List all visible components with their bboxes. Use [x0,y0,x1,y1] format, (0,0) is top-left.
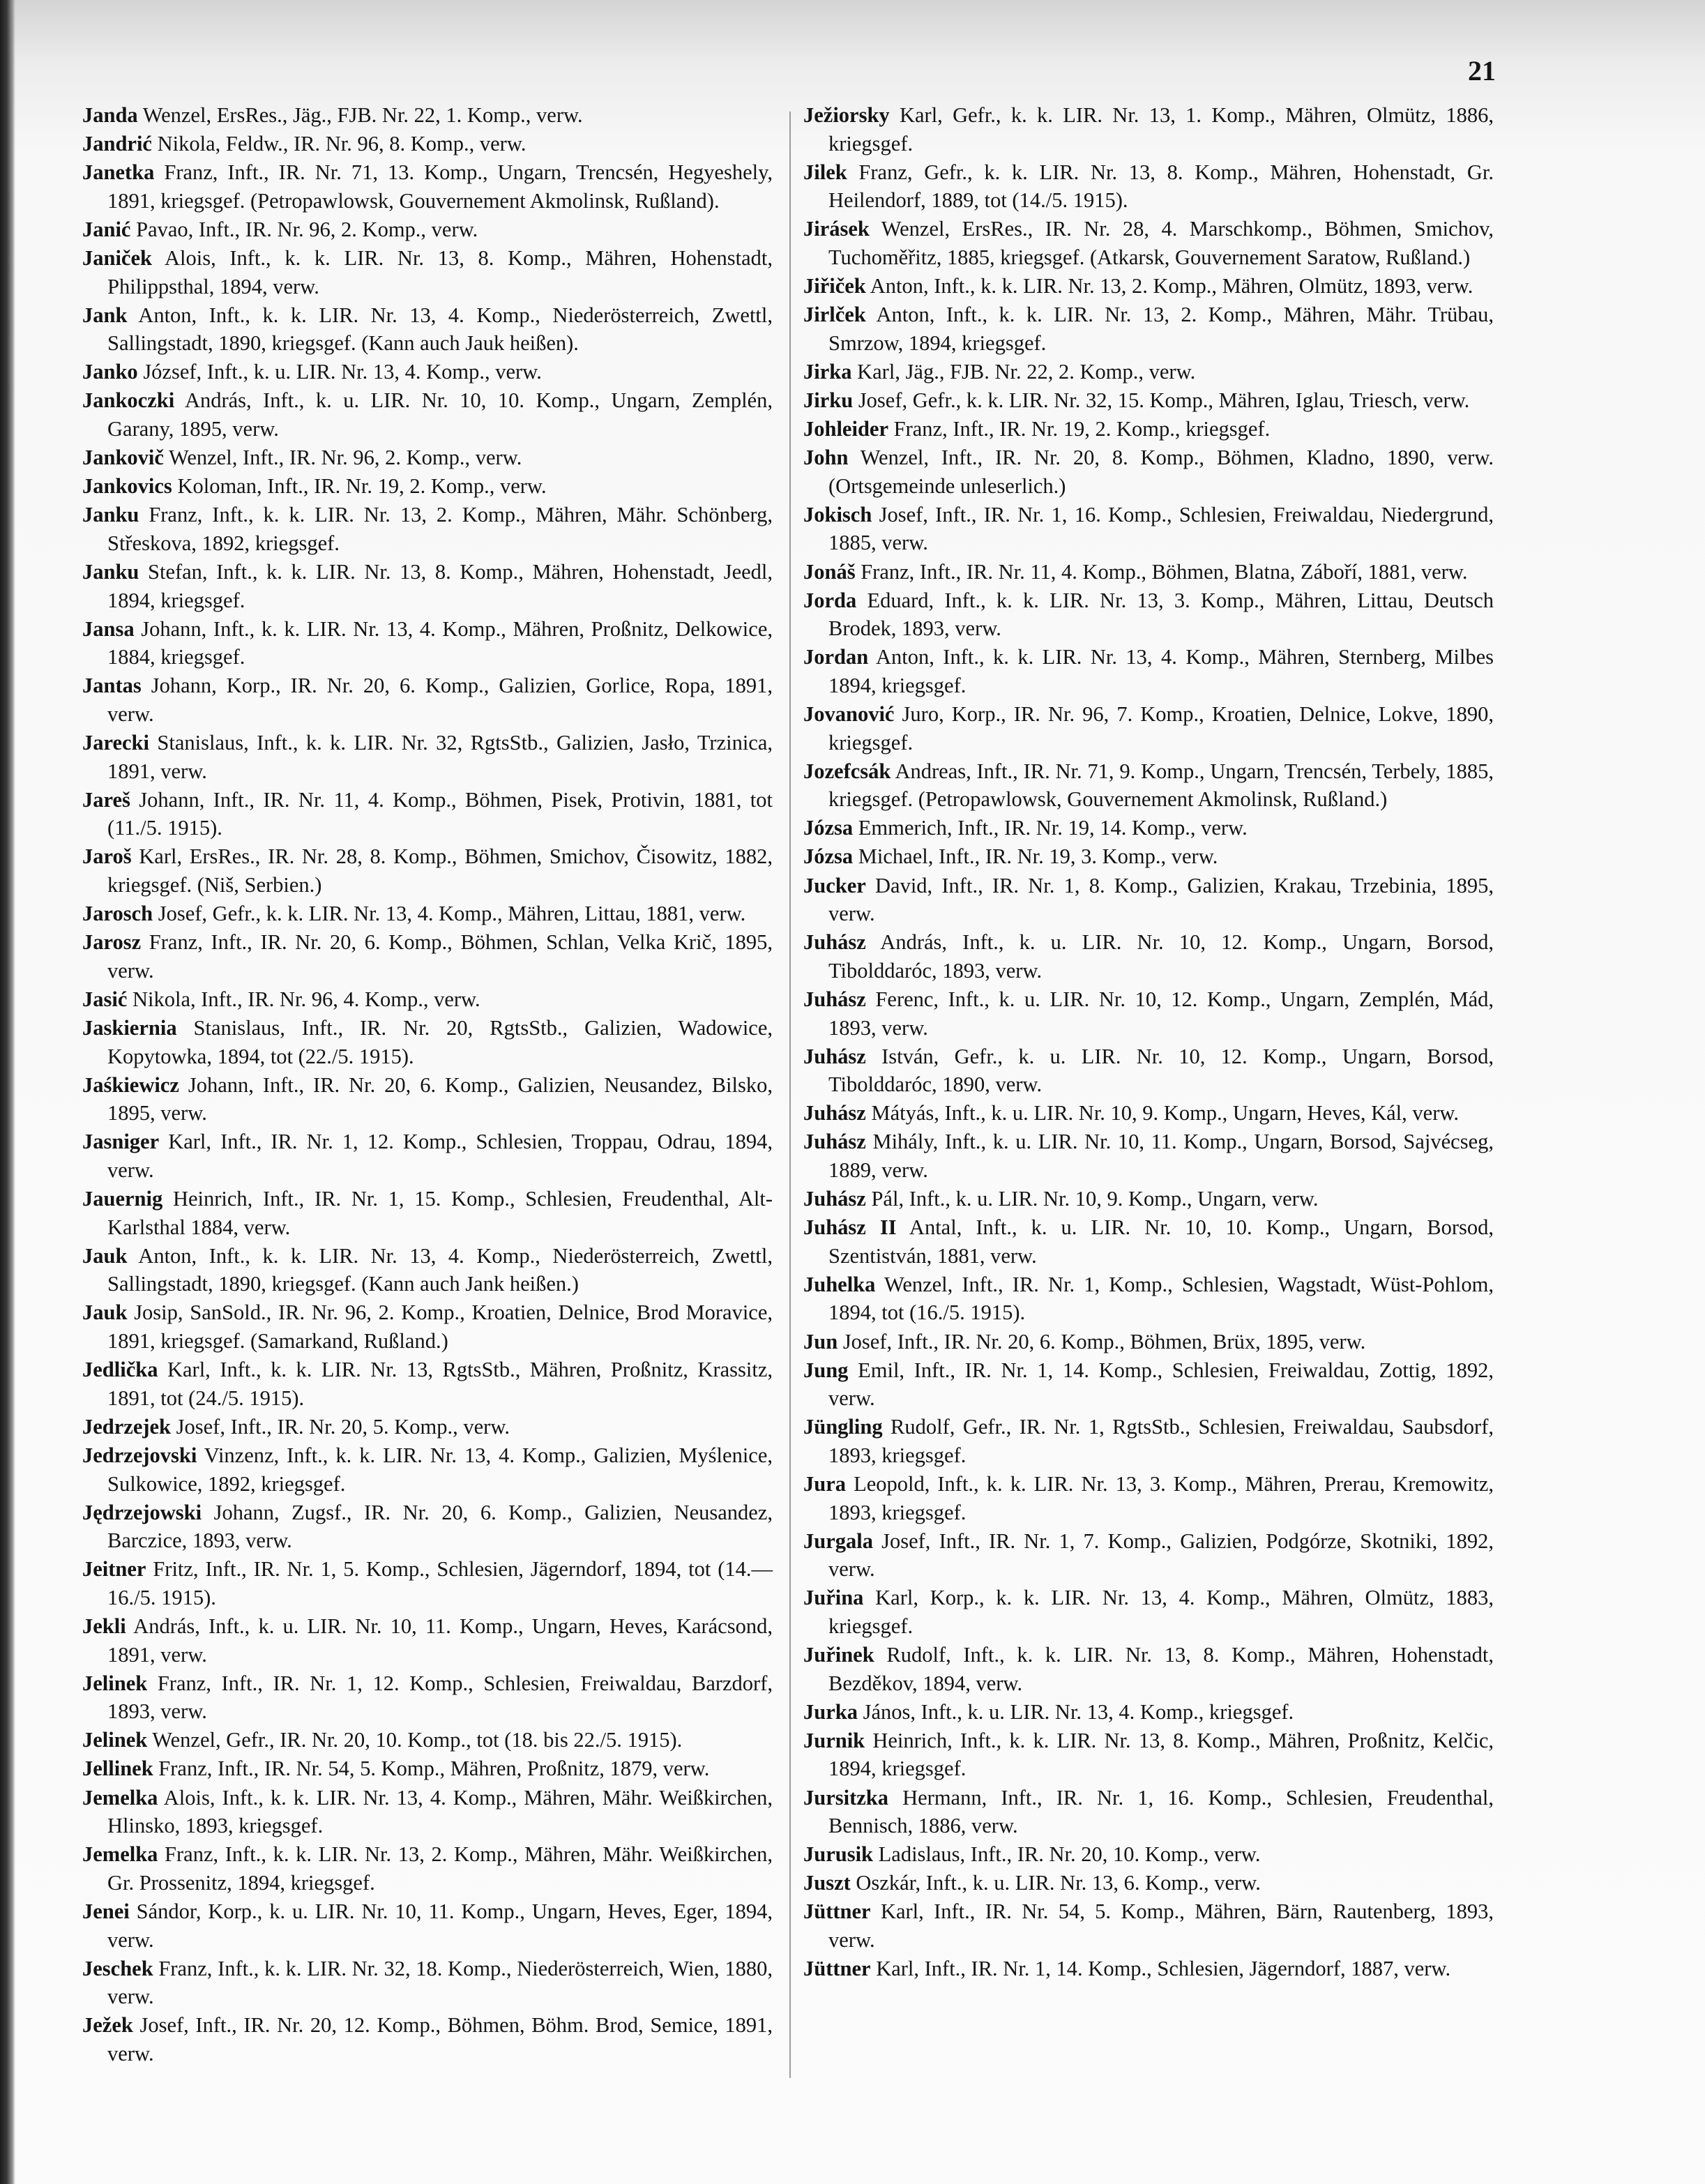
entry-details: Emil, Inft., IR. Nr. 1, 14. Komp., Schlesien, Freiwaldau, Zottig, 1892, verw. [828,1358,1494,1411]
entry-details: Anton, Inft., k. k. LIR. Nr. 13, 2. Komp., Mähren, Mähr. Trübau, Smrzow, 1894, kriegsgef. [828,303,1494,355]
entry-details: Stanislaus, Inft., IR. Nr. 20, RgtsStb., Galizien, Wadowice, Kopytowka, 1894, tot (22./5. 1915). [107,1016,773,1068]
roster-entry [82,301,773,358]
entry-details: Josef, Inft., IR. Nr. 20, 12. Komp., Böhmen, Böhm. Brod, Semice, 1891, verw. [107,2013,773,2065]
roster-entry [803,443,1494,500]
surname: Juhász II [803,1215,897,1240]
roster-entry [803,586,1494,643]
entry-details: Heinrich, Inft., IR. Nr. 1, 15. Komp., Schlesien, Freudenthal, Alt-Karlsthal 1884, verw. [107,1187,773,1239]
roster-entry [803,643,1494,699]
surname: Jauk [82,1243,128,1268]
roster-entry [803,1099,1494,1128]
roster-entry [82,2011,773,2068]
roster-entry [803,215,1494,271]
surname: Jankovics [82,474,172,499]
roster-entry [82,1726,773,1754]
entry-details: Mihály, Inft., k. u. LIR. Nr. 10, 11. Komp., Ungarn, Borsod, Sajvécseg, 1889, verw. [828,1130,1494,1182]
surname: Jantas [82,674,142,698]
roster-entry [82,130,773,158]
surname: Jellinek [82,1757,153,1781]
entry-details: Johann, Inft., k. k. LIR. Nr. 13, 4. Komp., Mähren, Proßnitz, Delkowice, 1884, kriegsgef. [107,616,773,669]
surname: Juhász [803,1101,866,1125]
surname: Juřinek [803,1643,874,1667]
entry-details: Antal, Inft., k. u. LIR. Nr. 10, 10. Komp., Ungarn, Borsod, Szentistván, 1881, verw. [828,1215,1494,1268]
roster-entry [803,1470,1494,1526]
surname: Juhász [803,987,866,1011]
roster-entry [82,729,773,785]
surname: Jankoczki [82,388,175,413]
entry-details: József, Inft., k. u. LIR. Nr. 13, 4. Komp., verw. [137,360,542,384]
surname: Jirka [803,359,852,384]
roster-entry [82,1441,773,1498]
roster-entry [803,1128,1494,1184]
entry-details: Nikola, Feldw., IR. Nr. 96, 8. Komp., verw. [151,132,526,156]
roster-entry [803,814,1494,842]
entry-details: Eduard, Inft., k. k. LIR. Nr. 13, 3. Komp., Mähren, Littau, Deutsch Brodek, 1893, verw. [828,588,1494,641]
surname: Jareš [82,787,130,812]
surname: Jun [803,1329,838,1353]
surname: Jirásek [803,217,870,241]
roster-entry [803,158,1494,215]
entry-details: Franz, Inft., k. k. LIR. Nr. 32, 18. Komp., Niederösterreich, Wien, 1880, verw. [107,1956,773,2009]
roster-entry [82,558,773,614]
surname: Jank [82,303,128,327]
entry-details: David, Inft., IR. Nr. 1, 8. Komp., Galizien, Krakau, Trzebinia, 1895, verw. [828,873,1494,926]
surname: Jarosch [82,902,153,926]
surname: Juhász [803,1187,866,1211]
roster-entry [82,1897,773,1954]
roster-entry [803,1185,1494,1213]
surname: Jurgala [803,1529,873,1553]
roster-entry [803,1271,1494,1327]
entry-details: Karl, Jäg., FJB. Nr. 22, 2. Komp., verw. [851,359,1196,384]
roster-entry [803,358,1494,386]
entry-details: Josef, Gefr., k. k. LIR. Nr. 32, 15. Komp., Mähren, Iglau, Triesch, verw. [853,388,1470,412]
roster-entry [803,558,1494,586]
entry-details: Ferenc, Inft., k. u. LIR. Nr. 10, 12. Komp., Ungarn, Zemplén, Mád, 1893, verw. [828,987,1494,1040]
entry-details: Anton, Inft., k. k. LIR. Nr. 13, 4. Komp., Niederösterreich, Zwettl, Sallingstadt, 1890, kriegsgef. (Kann auch Jank heißen.) [107,1243,773,1296]
entry-details: Josef, Inft., IR. Nr. 20, 5. Komp., verw. [171,1414,510,1439]
surname: Jemelka [82,1785,158,1810]
surname: Janku [82,560,139,584]
entry-details: János, Inft., k. u. LIR. Nr. 13, 4. Komp., kriegsgef. [857,1699,1294,1724]
surname: Jasić [82,987,128,1011]
roster-entry [82,1413,773,1441]
entry-details: Alois, Inft., k. k. LIR. Nr. 13, 4. Komp., Mähren, Mähr. Weißkirchen, Hlinsko, 1893, kriegsgef. [107,1785,773,1838]
entry-details: András, Inft., k. u. LIR. Nr. 10, 10. Komp., Ungarn, Zemplén, Garany, 1895, verw. [107,388,773,441]
roster-entry [82,1242,773,1298]
roster-entry [82,1128,773,1184]
entry-details: Karl, Inft., k. k. LIR. Nr. 13, RgtsStb., Mähren, Proßnitz, Krassitz, 1891, tot (24./5. 1915). [107,1358,773,1410]
surname: Jauernig [82,1187,163,1211]
roster-entry [803,1727,1494,1783]
roster-entry [82,1784,773,1840]
entry-details: Josef, Inft., IR. Nr. 1, 7. Komp., Galizien, Podgórze, Skotniki, 1892, verw. [828,1529,1494,1582]
entry-details: Rudolf, Gefr., IR. Nr. 1, RgtsStb., Schlesien, Freiwaldau, Saubsdorf, 1893, kriegsgef. [828,1415,1494,1467]
surname: Jozefcsák [803,759,891,783]
roster-entry [803,1784,1494,1840]
entry-details: Karl, Korp., k. k. LIR. Nr. 13, 4. Komp., Mähren, Olmütz, 1883, kriegsgef. [828,1586,1494,1638]
surname: Janku [82,503,139,527]
surname: Jedrzejek [82,1414,172,1439]
roster-entry [82,358,773,386]
surname: Jenei [82,1899,130,1923]
surname: Jursitzka [803,1785,888,1810]
roster-entry [803,301,1494,357]
entry-details: Emmerich, Inft., IR. Nr. 19, 14. Komp., verw. [853,816,1248,840]
surname: Jovanović [803,702,895,726]
roster-entry [803,1584,1494,1640]
entry-details: Wenzel, ErsRes., IR. Nr. 28, 4. Marschkomp., Böhmen, Smichov, Tuchoměřitz, 1885, kriegsgef. (Atkarsk, Gouvernement Saratow, Rußland.) [828,217,1494,269]
surname: Jandrić [82,132,152,156]
entry-details: Johann, Korp., IR. Nr. 20, 6. Komp., Galizien, Gorlice, Ropa, 1891, verw. [107,674,773,726]
roster-entry [82,1555,773,1612]
surname: Jonáš [803,559,856,584]
entry-details: Johann, Inft., IR. Nr. 11, 4. Komp., Böhmen, Pisek, Protivin, 1881, tot (11./5. 1915). [107,787,773,840]
entry-details: Oszkár, Inft., k. u. LIR. Nr. 13, 6. Komp., verw. [850,1871,1261,1895]
roster-entry [82,1499,773,1555]
surname: Jurka [803,1699,858,1724]
roster-entry [803,1698,1494,1727]
surname: Jankovič [82,446,164,470]
roster-entry [82,215,773,244]
surname: Janko [82,360,138,384]
surname: Janda [82,103,138,127]
entry-details: Franz, Inft., IR. Nr. 1, 12. Komp., Schlesien, Freiwaldau, Barzdorf, 1893, verw. [107,1671,773,1724]
roster-entry [803,501,1494,557]
entry-details: Juro, Korp., IR. Nr. 96, 7. Komp., Kroatien, Delnice, Lokve, 1890, kriegsgef. [828,702,1494,754]
column-divider [789,112,791,2078]
roster-entry [803,272,1494,301]
surname: Jordan [803,645,869,669]
roster-entry [82,672,773,728]
surname: Józsa [803,844,854,869]
entry-details: Karl, Inft., IR. Nr. 54, 5. Komp., Mähren, Bärn, Rautenberg, 1893, verw. [828,1899,1494,1952]
entry-details: Heinrich, Inft., k. k. LIR. Nr. 13, 8. Komp., Mähren, Proßnitz, Kelčic, 1894, kriegsgef. [828,1728,1494,1781]
surname: Jeitner [82,1557,146,1582]
entry-details: Leopold, Inft., k. k. LIR. Nr. 13, 3. Komp., Mähren, Prerau, Kremowitz, 1893, kriegsgef. [828,1472,1494,1524]
roster-entry [803,985,1494,1042]
surname: Jedlička [82,1358,158,1382]
surname: Jansa [82,616,135,641]
entry-details: Franz, Inft., IR. Nr. 19, 2. Komp., kriegsgef. [888,417,1271,441]
entry-details: Franz, Inft., IR. Nr. 54, 5. Komp., Mähren, Proßnitz, 1879, verw. [153,1757,710,1781]
roster-entry [803,1356,1494,1413]
surname: Juhelka [803,1272,876,1296]
page-number: 21 [1468,55,1496,86]
roster-entry [82,615,773,672]
roster-entry [803,1869,1494,1897]
roster-entry [803,1641,1494,1697]
entry-details: Sándor, Korp., k. u. LIR. Nr. 10, 11. Komp., Ungarn, Heves, Eger, 1894, verw. [107,1899,773,1952]
entry-details: Stefan, Inft., k. k. LIR. Nr. 13, 8. Komp., Mähren, Hohenstadt, Jeedl, 1894, kriegsgef. [107,560,773,612]
entry-details: András, Inft., k. u. LIR. Nr. 10, 12. Komp., Ungarn, Borsod, Tibolddaróc, 1893, verw. [828,930,1494,983]
entry-details: Pavao, Inft., IR. Nr. 96, 2. Komp., verw. [130,217,478,241]
roster-entry [803,700,1494,757]
entry-details: Vinzenz, Inft., k. k. LIR. Nr. 13, 4. Komp., Galizien, Myślenice, Sulkowice, 1892, kriegsgef. [107,1443,773,1496]
roster-entry [803,1955,1494,1983]
surname: Janić [82,217,131,241]
roster-entry [803,1328,1494,1356]
surname: Jelinek [82,1728,148,1752]
roster-entry [82,386,773,443]
surname: Jemelka [82,1842,158,1867]
roster-entry [803,101,1494,158]
roster-entry [803,1042,1494,1099]
surname: Jorda [803,588,857,612]
scan-edge-shadow [0,0,15,2184]
entry-details: István, Gefr., k. u. LIR. Nr. 10, 12. Komp., Ungarn, Borsod, Tibolddaróc, 1890, verw. [828,1044,1494,1097]
entry-details: Wenzel, Inft., IR. Nr. 1, Komp., Schlesien, Wagstadt, Wüst-Pohlom, 1894, tot (16./5. 1915). [828,1272,1494,1325]
roster-entry [803,1413,1494,1469]
roster-entry [82,244,773,301]
entry-details: Franz, Inft., IR. Nr. 11, 4. Komp., Böhmen, Blatna, Záboří, 1881, verw. [855,559,1468,584]
surname: Jüttner [803,1899,871,1924]
entry-details: Andreas, Inft., IR. Nr. 71, 9. Komp., Ungarn, Trencsén, Terbely, 1885, kriegsgef. (Petropawlowsk, Gouvernement Akmolinsk, Rußland.) [828,759,1494,812]
surname: Jilek [803,160,847,184]
surname: Jirlček [803,303,866,327]
entry-details: Hermann, Inft., IR. Nr. 1, 16. Komp., Schlesien, Freudenthal, Bennisch, 1886, verw. [828,1785,1494,1838]
roster-entry [803,1213,1494,1270]
entry-details: Anton, Inft., k. k. LIR. Nr. 13, 4. Komp., Mähren, Sternberg, Milbes 1894, kriegsgef. [828,645,1494,697]
surname: Jaskiernia [82,1016,177,1040]
entry-details: Karl, Gefr., k. k. LIR. Nr. 13, 1. Komp., Mähren, Olmütz, 1886, kriegsgef. [828,103,1494,156]
roster-entry [82,158,773,215]
surname: Jekli [82,1614,126,1638]
entry-details: Mátyás, Inft., k. u. LIR. Nr. 10, 9. Komp., Ungarn, Heves, Kál, verw. [865,1101,1460,1125]
roster-entry [82,1840,773,1897]
surname: Jedrzejovski [82,1443,197,1467]
surname: Jura [803,1472,846,1496]
entry-details: Johann, Inft., IR. Nr. 20, 6. Komp., Galizien, Neusandez, Bilsko, 1895, verw. [107,1072,773,1125]
surname: Jokisch [803,502,872,526]
roster-entry [803,757,1494,814]
surname: Józsa [803,816,854,840]
roster-entry [82,1071,773,1128]
roster-entry [82,1669,773,1726]
roster-entry [803,872,1494,928]
entry-details: Fritz, Inft., IR. Nr. 1, 5. Komp., Schlesien, Jägerndorf, 1894, tot (14.—16./5. 1915). [107,1557,773,1609]
surname: Jüttner [803,1957,871,1981]
surname: Juszt [803,1871,851,1895]
surname: Jarosz [82,930,142,955]
surname: Jüngling [803,1415,883,1439]
roster-entry [803,928,1494,985]
surname: Juřina [803,1586,864,1610]
surname: Juhász [803,1044,866,1068]
surname: Ježiorsky [803,103,890,127]
surname: Jurnik [803,1728,865,1752]
entry-details: Michael, Inft., IR. Nr. 19, 3. Komp., verw. [853,844,1218,869]
roster-entry [82,1356,773,1412]
surname: John [803,446,849,470]
entry-details: Ladislaus, Inft., IR. Nr. 20, 10. Komp., verw. [873,1842,1261,1867]
roster-entry [82,1185,773,1241]
surname: Jaroš [82,844,132,869]
entry-details: Karl, ErsRes., IR. Nr. 28, 8. Komp., Böhmen, Smichov, Čisowitz, 1882, kriegsgef. (Niš, Serbien.) [107,844,773,897]
surname: Juhász [803,1130,866,1154]
surname: Jauk [82,1300,128,1325]
entry-details: Josef, Inft., IR. Nr. 1, 16. Komp., Schlesien, Freiwaldau, Niedergrund, 1885, verw. [828,502,1494,555]
entry-details: Franz, Inft., IR. Nr. 20, 6. Komp., Böhmen, Schlan, Velka Krič, 1895, verw. [107,930,773,983]
surname: Janiček [82,245,152,270]
surname: Janetka [82,160,155,185]
entry-details: Franz, Inft., k. k. LIR. Nr. 13, 2. Komp., Mähren, Mähr. Schönberg, Střeskova, 1892, kriegsgef. [107,503,773,555]
roster-entry [803,1897,1494,1954]
entry-details: Anton, Inft., k. k. LIR. Nr. 13, 2. Komp., Mähren, Olmütz, 1893, verw. [865,274,1473,298]
entry-details: Karl, Inft., IR. Nr. 1, 12. Komp., Schlesien, Troppau, Odrau, 1894, verw. [107,1130,773,1182]
surname: Jeschek [82,1956,153,1980]
entry-details: Stanislaus, Inft., k. k. LIR. Nr. 32, RgtsStb., Galizien, Jasło, Trzinica, 1891, verw. [107,731,773,783]
roster-entry [82,1014,773,1070]
surname: Jirku [803,388,854,412]
right-column [803,101,1494,1983]
entry-details: Nikola, Inft., IR. Nr. 96, 4. Komp., verw. [127,987,480,1011]
entry-details: Wenzel, ErsRes., Jäg., FJB. Nr. 22, 1. Komp., verw. [137,103,583,127]
surname: Jurusik [803,1842,874,1867]
entry-details: Josip, SanSold., IR. Nr. 96, 2. Komp., Kroatien, Delnice, Brod Moravice, 1891, kriegsgef. (Samarkand, Rußland.) [107,1300,773,1353]
surname: Jelinek [82,1671,148,1695]
entry-details: Franz, Inft., k. k. LIR. Nr. 13, 2. Komp., Mähren, Mähr. Weißkirchen, Gr. Prossenitz, 1894, kriegsgef. [107,1842,773,1895]
roster-entry [82,985,773,1014]
roster-entry [82,900,773,928]
entry-details: Wenzel, Gefr., IR. Nr. 20, 10. Komp., tot (18. bis 22./5. 1915). [147,1728,683,1752]
entry-details: Franz, Inft., IR. Nr. 71, 13. Komp., Ungarn, Trencsén, Hegyeshely, 1891, kriegsgef. (Petropawlowsk, Gouvernement Akmolinsk, Rußland). [107,160,773,213]
roster-entry [82,842,773,899]
roster-entry [82,101,773,130]
roster-entry [82,928,773,985]
roster-entry [803,415,1494,443]
roster-entry [803,1840,1494,1869]
surname: Jucker [803,873,866,897]
roster-entry [82,1754,773,1783]
entry-details: Josef, Gefr., k. k. LIR. Nr. 13, 4. Komp., Mähren, Littau, 1881, verw. [153,902,746,926]
roster-entry [82,443,773,472]
surname: Jarecki [82,731,149,755]
roster-entry [82,472,773,501]
roster-entry [82,501,773,557]
surname: Jędrzejowski [82,1500,202,1524]
roster-entry [803,386,1494,415]
roster-entry [82,1298,773,1355]
entry-details: Alois, Inft., k. k. LIR. Nr. 13, 8. Komp., Mähren, Hohenstadt, Philippsthal, 1894, verw. [107,245,773,298]
entry-details: Johann, Zugsf., IR. Nr. 20, 6. Komp., Galizien, Neusandez, Barczice, 1893, verw. [107,1500,773,1553]
entry-details: Koloman, Inft., IR. Nr. 19, 2. Komp., verw. [172,474,547,499]
entry-details: Pál, Inft., k. u. LIR. Nr. 10, 9. Komp., Ungarn, verw. [865,1187,1319,1211]
surname: Jung [803,1358,849,1382]
entry-details: András, Inft., k. u. LIR. Nr. 10, 11. Komp., Ungarn, Heves, Karácsond, 1891, verw. [107,1614,773,1667]
left-column [82,101,773,2068]
roster-entry [82,1955,773,2011]
entry-details: Anton, Inft., k. k. LIR. Nr. 13, 4. Komp., Niederösterreich, Zwettl, Sallingstadt, 1890, kriegsgef. (Kann auch Jauk heißen). [107,303,773,356]
roster-entry [82,1612,773,1669]
surname: Jasniger [82,1130,160,1154]
roster-entry [82,786,773,842]
entry-details: Josef, Inft., IR. Nr. 20, 6. Komp., Böhmen, Brüx, 1895, verw. [838,1329,1366,1353]
entry-details: Wenzel, Inft., IR. Nr. 96, 2. Komp., verw. [163,446,522,470]
surname: Jiřiček [803,274,866,298]
entry-details: Rudolf, Inft., k. k. LIR. Nr. 13, 8. Komp., Mähren, Hohenstadt, Bezděkov, 1894, verw. [828,1643,1494,1695]
surname: Johleider [803,417,888,441]
surname: Jaśkiewicz [82,1072,179,1097]
entry-details: Franz, Gefr., k. k. LIR. Nr. 13, 8. Komp., Mähren, Hohenstadt, Gr. Heilendorf, 1889, tot (14./5. 1915). [828,160,1494,213]
surname: Juhász [803,930,866,955]
roster-entry [803,1527,1494,1584]
entry-details: Wenzel, Inft., IR. Nr. 20, 8. Komp., Böhmen, Kladno, 1890, verw. (Ortsgemeinde unleserlich.) [828,446,1494,498]
entry-details: Karl, Inft., IR. Nr. 1, 14. Komp., Schlesien, Jägerndorf, 1887, verw. [870,1957,1451,1981]
surname: Ježek [82,2013,133,2038]
roster-entry [803,842,1494,871]
